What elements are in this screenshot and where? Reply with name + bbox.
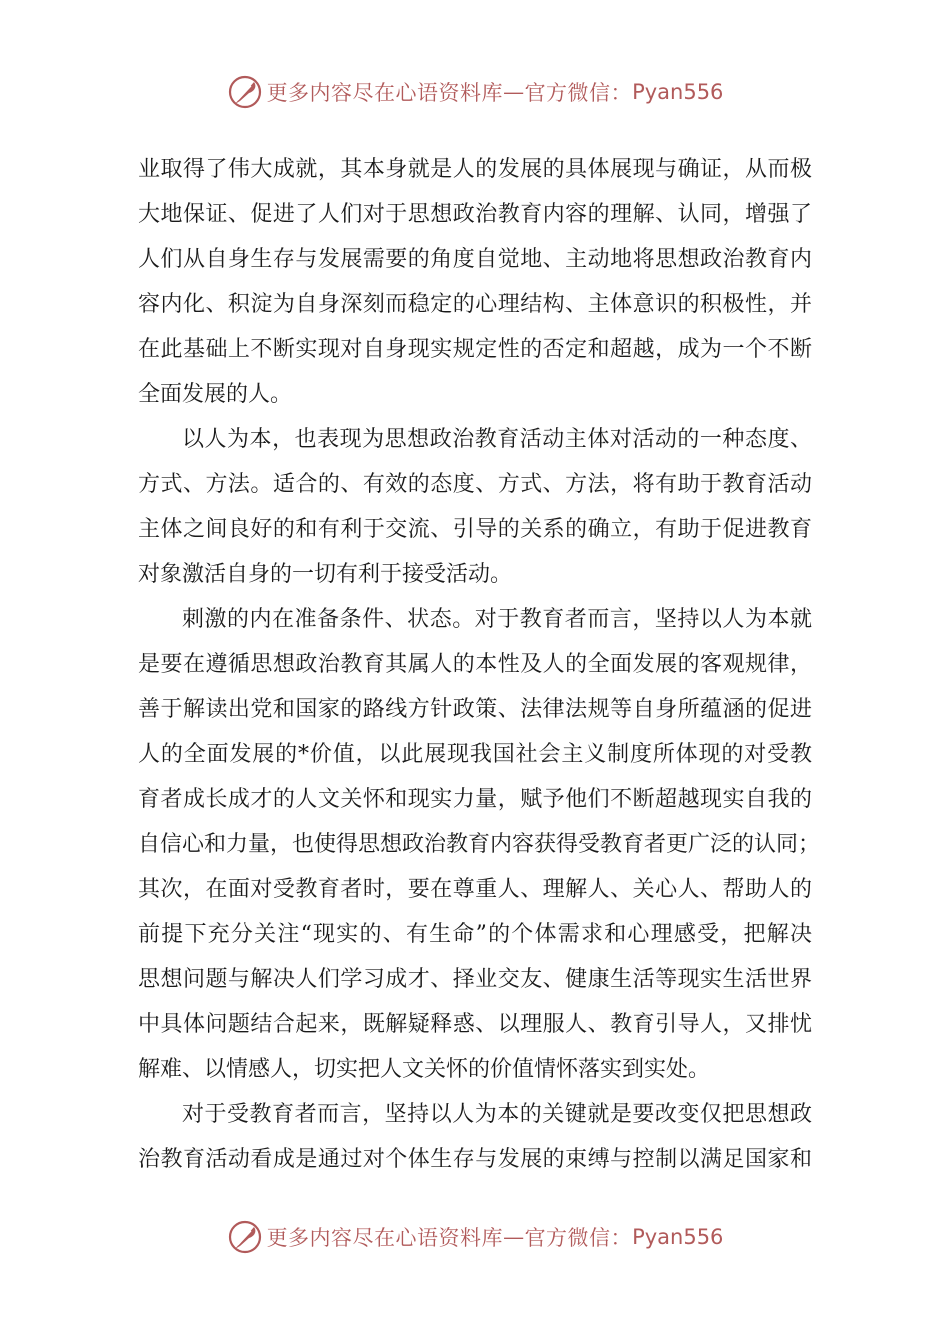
text-line: 善于解读出党和国家的路线方针政策、法律法规等自身所蕴涵的促进 [138,697,812,722]
text-line: 解难、以情感人，切实把人文关怀的价值情怀落实到实处。 [138,1057,711,1082]
text-line: 人们从自身生存与发展需要的角度自觉地、主动地将思想政治教育内 [138,247,812,272]
text-line: 大地保证、促进了人们对于思想政治教育内容的理解、认同，增强了 [138,202,812,227]
text-line: 治教育活动看成是通过对个体生存与发展的束缚与控制以满足国家和 [138,1147,812,1172]
text-line: 前提下充分关注“现实的、有生命”的个体需求和心理感受，把解决 [138,922,812,947]
banner-title: 更多内容尽在心语资料库 [266,1226,504,1250]
text-line: 其次，在面对受教育者时，要在尊重人、理解人、关心人、帮助人的 [138,877,812,902]
banner-wechat-handle: Pyan556 [632,1225,724,1249]
banner-official-label: 官方微信： [524,1226,633,1250]
text-line: 以人为本，也表现为思想政治教育活动主体对活动的一种态度、 [182,427,812,452]
text-line: 对于受教育者而言，坚持以人为本的关键就是要改变仅把思想政 [182,1102,812,1127]
text-line: 中具体问题结合起来，既解疑释惑、以理服人、教育引导人，又排忧 [138,1012,812,1037]
banner-official-label: 官方微信： [524,81,633,105]
quill-logo-icon [227,74,263,110]
quill-logo-icon [227,1219,263,1255]
text-line: 容内化、积淀为自身深刻而稳定的心理结构、主体意识的积极性，并 [138,292,812,317]
text-line: 人的全面发展的*价值，以此展现我国社会主义制度所体现的对受教 [138,742,812,767]
text-line: 在此基础上不断实现对自身现实规定性的否定和超越，成为一个不断 [138,337,812,362]
banner-title: 更多内容尽在心语资料库 [266,81,504,105]
text-line: 主体之间良好的和有利于交流、引导的关系的确立，有助于促进教育 [138,517,812,542]
banner-wechat-handle: Pyan556 [632,80,724,104]
text-line: 全面发展的人。 [138,382,293,407]
header-banner [0,70,950,114]
text-line: 育者成长成才的人文关怀和现实力量，赋予他们不断超越现实自我的 [138,787,812,812]
text-line: 方式、方法。适合的、有效的态度、方式、方法，将有助于教育活动 [138,472,812,497]
text-line: 思想问题与解决人们学习成才、择业交友、健康生活等现实生活世界 [138,967,812,992]
text-line: 刺激的内在准备条件、状态。对于教育者而言，坚持以人为本就 [182,607,812,632]
document-body [138,147,821,1182]
text-line: 业取得了伟大成就，其本身就是人的发展的具体展现与确证，从而极 [138,157,812,182]
text-line: 是要在遵循思想政治教育其属人的本性及人的全面发展的客观规律， [138,652,812,677]
banner-separator: — [503,80,525,104]
text-line: 对象激活自身的一切有利于接受活动。 [138,562,513,587]
footer-banner [0,1215,950,1259]
banner-separator: — [503,1225,525,1249]
text-line: 自信心和力量，也使得思想政治教育内容获得受教育者更广泛的认同； [138,832,821,857]
